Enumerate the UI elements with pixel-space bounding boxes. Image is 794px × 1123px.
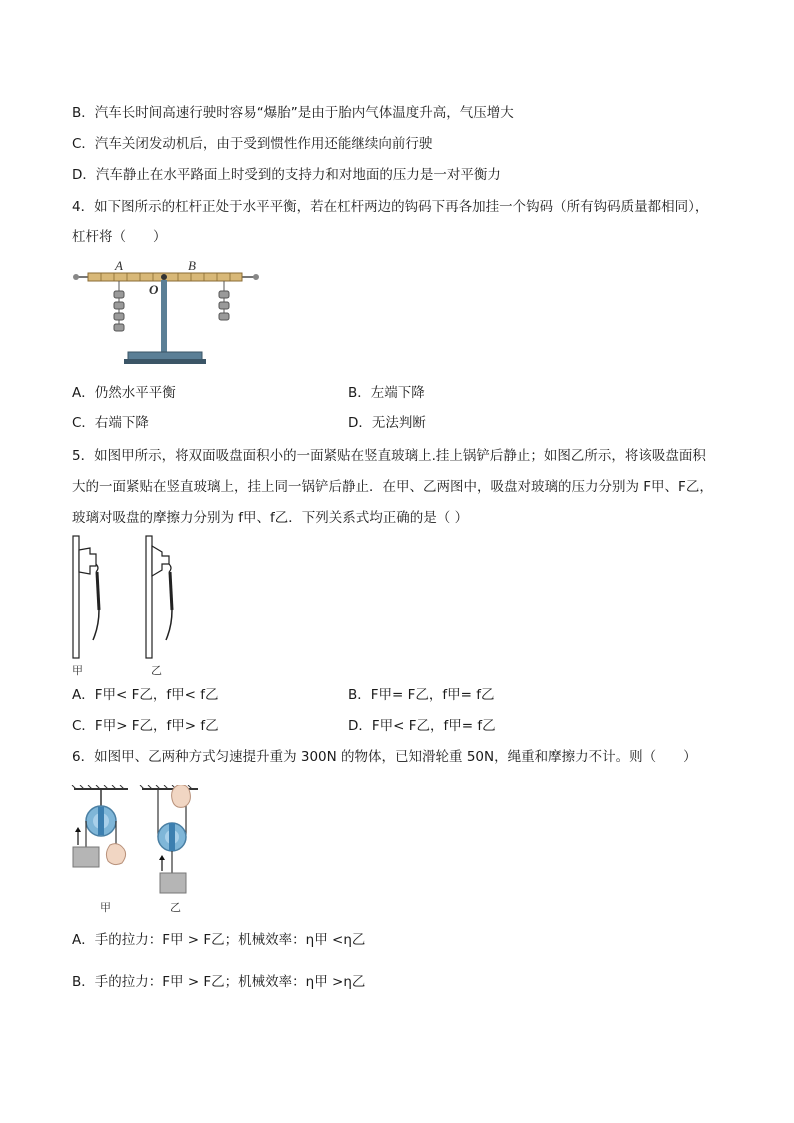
q6-stem-line1: 6．如图甲、乙两种方式匀速提升重为 300N 的物体，已知滑轮重 50N，绳重和摩擦力不计。则（ ） (72, 749, 697, 765)
caption-yi: 乙 (151, 664, 162, 677)
q5-stem-line1: 5．如图甲所示，将双面吸盘面积小的一面紧贴在竖直玻璃上.挂上锅铲后静止；如图乙所示，将该吸盘面积 (72, 448, 706, 464)
q5-stem-line3: 玻璃对吸盘的摩擦力分别为 f甲、f乙．下列关系式均正确的是（ ） (72, 510, 469, 526)
q4-option-a: A．仍然水平平衡 (72, 385, 176, 401)
q3-option-c: C．汽车关闭发动机后，由于受到惯性作用还能继续向前行驶 (72, 136, 433, 152)
pivot-icon (161, 274, 167, 280)
q4-stem-line2: 杠杆将（ ） (72, 229, 167, 245)
caption-jia: 甲 (100, 901, 111, 914)
q6-option-b: B．手的拉力：F甲 > F乙；机械效率：η甲 >η乙 (72, 974, 366, 990)
lever-label-o: O (149, 282, 159, 297)
q5-option-b: B．F甲= F乙，f甲= f乙 (348, 687, 495, 703)
weight-jia (73, 847, 99, 867)
hand-jia (106, 844, 125, 865)
q5-stem-line2: 大的一面紧贴在竖直玻璃上，挂上同一锅铲后静止．在甲、乙两图中，吸盘对玻璃的压力分别为 F甲、F乙， (72, 479, 713, 495)
q5-option-c: C．F甲> F乙，f甲> f乙 (72, 718, 219, 734)
lever-label-b: B (188, 258, 196, 273)
right-hook-weights (219, 281, 229, 320)
q4-stem-line1: 4．如下图所示的杠杆正处于水平平衡，若在杠杆两边的钩码下再各加挂一个钩码（所有钩码质量都相同）， (72, 199, 709, 215)
q5-option-a: A．F甲< F乙，f甲< f乙 (72, 687, 219, 703)
q4-option-c: C．右端下降 (72, 415, 149, 431)
lever-figure (72, 258, 262, 370)
q3-option-b: B．汽车长时间高速行驶时容易“爆胎”是由于胎内气体温度升高，气压增大 (72, 105, 514, 121)
caption-yi: 乙 (170, 901, 181, 914)
fixed-pulley-jia (72, 785, 128, 867)
movable-pulley-yi (140, 785, 198, 893)
suction-cup-jia (73, 536, 99, 658)
suction-cup-figure (68, 534, 188, 676)
q4-option-b: B．左端下降 (348, 385, 425, 401)
hand-yi (172, 785, 191, 807)
q5-option-d: D．F甲< F乙，f甲= f乙 (348, 718, 496, 734)
caption-jia: 甲 (72, 664, 83, 677)
left-hook-weights (114, 281, 124, 331)
pulley-figure (70, 785, 220, 913)
suction-cup-yi (146, 536, 172, 658)
q6-option-a: A．手的拉力：F甲 > F乙；机械效率：η甲 <η乙 (72, 932, 366, 948)
lever-stand (161, 280, 167, 352)
q4-option-d: D．无法判断 (348, 415, 426, 431)
weight-yi (160, 873, 186, 893)
lever-label-a: A (115, 258, 123, 273)
q3-option-d: D．汽车静止在水平路面上时受到的支持力和对地面的压力是一对平衡力 (72, 167, 501, 183)
